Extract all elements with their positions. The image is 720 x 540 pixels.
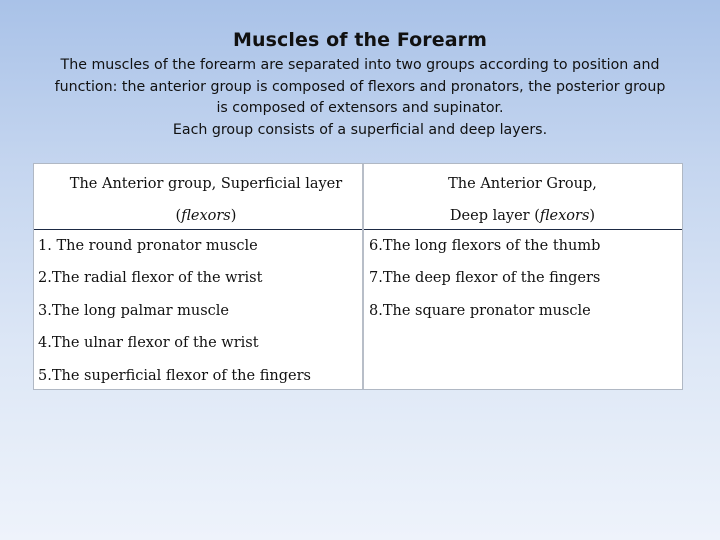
flexors-label: flexors: [181, 208, 231, 224]
slide-title: Muscles of the Forearm: [232, 29, 488, 51]
deep-layer-label: Deep layer (: [449, 208, 540, 224]
list-item: 2.The radial flexor of the wrist: [38, 270, 263, 286]
intro-line: Each group consists of a superficial and deep layers.: [172, 121, 548, 138]
intro-line: function: the anterior group is composed of flexors and pronators, the posterior group: [54, 78, 666, 95]
header-superficial-layer: [34, 164, 378, 228]
intro-line: The muscles of the forearm are separated into two groups according to position and: [60, 57, 660, 73]
muscles-table: [33, 163, 683, 390]
header-deep-layer: [363, 164, 682, 228]
header-right-line1: The Anterior Group,: [448, 176, 597, 192]
header-left-line2: [32, 208, 380, 224]
header-right-line2: [363, 208, 682, 224]
list-item: 5.The superficial flexor of the fingers: [38, 368, 311, 384]
intro-paragraph: [30, 55, 690, 141]
intro-line: is composed of extensors and supinator.: [216, 100, 504, 116]
list-item: 3.The long palmar muscle: [38, 303, 229, 319]
list-item: 7.The deep flexor of the fingers: [369, 270, 601, 286]
paren-close: ): [230, 208, 237, 224]
paren-close: ): [589, 208, 596, 224]
flexors-label: flexors: [539, 208, 590, 224]
header-left-line1: The Anterior group, Superficial layer: [69, 176, 343, 192]
list-item: 4.The ulnar flexor of the wrist: [38, 335, 259, 351]
paren-open: (: [175, 208, 182, 224]
column-divider: [362, 164, 364, 389]
list-item: 1. The round pronator muscle: [38, 238, 258, 254]
table-header-row: [34, 164, 682, 230]
list-item: 6.The long flexors of the thumb: [369, 238, 601, 254]
list-item: 8.The square pronator muscle: [369, 303, 591, 319]
